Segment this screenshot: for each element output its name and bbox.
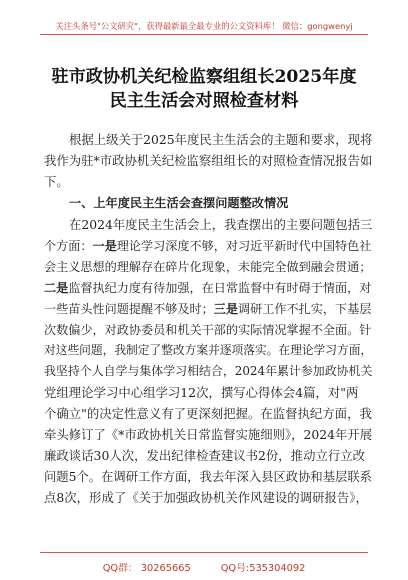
document-title-line-2: 民主生活会对照检查材料 xyxy=(109,91,299,111)
section-heading: 一、上年度民主生活会查摆问题整改情况 xyxy=(69,196,289,210)
document-title-line-1: 驻市政协机关纪检监察组组长2025年度 xyxy=(51,67,357,87)
emphasis-first: 一是 xyxy=(92,239,117,253)
body-line-1: 在2024年度民主生活会上，我查摆出的主要问题包括三 xyxy=(69,218,373,232)
body-line-10: 个确立"的决定性意义有了更深刻把握。在监督执纪方面，我 xyxy=(44,406,372,421)
emphasis-second: 二是 xyxy=(44,281,69,295)
footer-qq-number: QQ号:535304092 xyxy=(220,563,306,574)
header-divider xyxy=(40,34,368,35)
footer-qq-group: QQ群： 30265665 xyxy=(102,563,191,574)
body-line-14: 点8次，形成了《关于加强政协机关作风建设的调研报告》， xyxy=(44,490,368,505)
footer xyxy=(0,560,408,574)
footer-divider xyxy=(40,552,368,553)
body-text: 调研工作不扎实，下基层 xyxy=(238,302,372,316)
intro-line-2: 我作为驻*市政协机关纪检监察组组长的对照检查情况报告如 xyxy=(44,153,373,168)
body-line-9: 党组理论学习中心组学习12次，撰写心得体会4篇，对"两 xyxy=(44,385,359,400)
body-line-13: 问题5个。在调研工作方面，我去年深入县区政协和基层联系 xyxy=(44,470,372,484)
header-banner: 关注头条号"公文研究"，获得最新最全最专业的公文资料库！ 微信：gongwenyj xyxy=(55,21,353,31)
body-line-2 xyxy=(44,240,371,252)
intro-line-3: 下。 xyxy=(44,174,69,189)
body-line-7: 对这些问题，我制定了整改方案并逐项落实。在理论学习方面， xyxy=(44,343,373,357)
body-text: 理论学习深度不够，对习近平新时代中国特色社 xyxy=(116,239,372,253)
body-text: 一些苗头性问题提醒不够及时； xyxy=(44,302,214,316)
body-text: 监督执纪力度有待加强，在日常监督中有时碍于情面，对 xyxy=(68,281,372,295)
body-line-8: 我坚持个人自学与集体学习相结合，2024年累计参加政协机关 xyxy=(44,364,373,378)
body-line-11: 牵头修订了《*市政协机关日常监督实施细则》，2024年开展 xyxy=(44,428,373,442)
body-line-3: 会主义思想的理解存在碎片化现象，未能完全做到融会贯通； xyxy=(44,260,372,274)
body-line-5 xyxy=(44,303,371,315)
body-line-6: 次数偏少，对政协委员和机关干部的实际情况掌握不全面。针 xyxy=(44,323,372,337)
body-line-4 xyxy=(44,282,371,294)
intro-line-1: 根据上级关于2025年度民主生活会的主题和要求，现将 xyxy=(69,133,373,147)
body-text: 个方面： xyxy=(44,239,93,253)
body-line-12: 廉政谈话30人次，发出纪律检查建议书2份，推动立行立改 xyxy=(44,448,366,463)
emphasis-third: 三是 xyxy=(213,302,239,316)
